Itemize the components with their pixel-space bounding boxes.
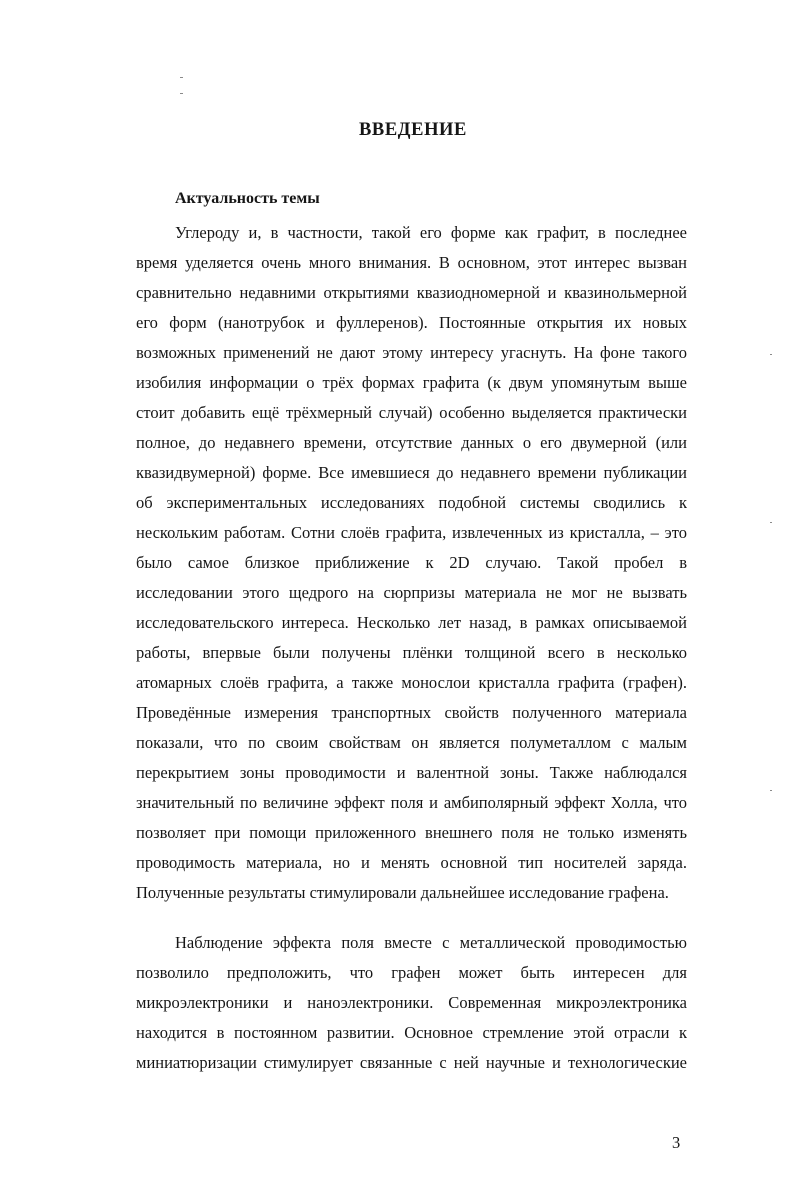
text-line: изобилия информации о трёх формах графита (к двум упомянутым выше [136, 373, 687, 392]
text-line: возможных применений не дают этому интересу угаснуть. На фоне такого [136, 343, 687, 362]
text-line: значительный по величине эффект поля и амбиполярный эффект Холла, что [136, 793, 687, 812]
text-line: показали, что по своим свойствам он является полуметаллом с малым [136, 733, 687, 752]
paragraph-2 [136, 928, 687, 1078]
text-line: позволяет при помощи приложенного внешнего поля не только изменять [136, 823, 687, 842]
scan-speck [180, 93, 183, 94]
text-line: сравнительно недавними открытиями квазиодномерной и квазинольмерной [136, 283, 687, 302]
text-line: работы, впервые были получены плёнки толщиной всего в несколько [136, 643, 687, 662]
scan-speck [770, 790, 772, 791]
scan-speck [770, 354, 772, 355]
text-line: миниатюризации стимулирует связанные с ней научные и технологические [136, 1053, 687, 1072]
text-line: полное, до недавнего времени, отсутствие данных о его двумерной (или [136, 433, 687, 452]
text-line: исследовании этого щедрого на сюрпризы материала не мог не вызвать [136, 583, 687, 602]
text-line: проводимость материала, но и менять основной тип носителей заряда. [136, 853, 687, 872]
section-subtitle: Актуальность темы [175, 190, 320, 207]
page-number: 3 [672, 1133, 681, 1152]
text-line: позволило предположить, что графен может быть интересен для [136, 963, 687, 982]
text-line: нескольким работам. Сотни слоёв графита, извлеченных из кристалла, – это [136, 523, 687, 542]
text-line: атомарных слоёв графита, а также монослои кристалла графита (графен). [136, 673, 687, 692]
text-line: его форм (нанотрубок и фуллеренов). Постоянные открытия их новых [136, 313, 687, 332]
scan-speck [180, 77, 183, 78]
text-line: микроэлектроники и наноэлектроники. Современная микроэлектроника [136, 993, 687, 1012]
text-line: Углероду и, в частности, такой его форме как графит, в последнее [175, 223, 687, 242]
text-line: об экспериментальных исследованиях подобной системы сводились к [136, 493, 687, 512]
text-line: исследовательского интереса. Несколько лет назад, в рамках описываемой [136, 613, 687, 632]
text-line: было самое близкое приближение к 2D случаю. Такой пробел в [136, 553, 687, 572]
text-line: квазидвумерной) форме. Все имевшиеся до недавнего времени публикации [136, 463, 687, 482]
text-line: Полученные результаты стимулировали дальнейшее исследование графена. [136, 883, 669, 902]
paragraph-1 [136, 218, 687, 908]
scan-speck [770, 522, 772, 523]
text-line: время уделяется очень много внимания. В основном, этот интерес вызван [136, 253, 687, 272]
text-line: перекрытием зоны проводимости и валентной зоны. Также наблюдался [136, 763, 687, 782]
text-line: находится в постоянном развитии. Основное стремление этой отрасли к [136, 1023, 687, 1042]
text-line: Наблюдение эффекта поля вместе с металлической проводимостью [175, 933, 687, 952]
text-line: Проведённые измерения транспортных свойств полученного материала [136, 703, 687, 722]
page-title: ВВЕДЕНИЕ [358, 120, 467, 140]
text-line: стоит добавить ещё трёхмерный случай) особенно выделяется практически [136, 403, 687, 422]
